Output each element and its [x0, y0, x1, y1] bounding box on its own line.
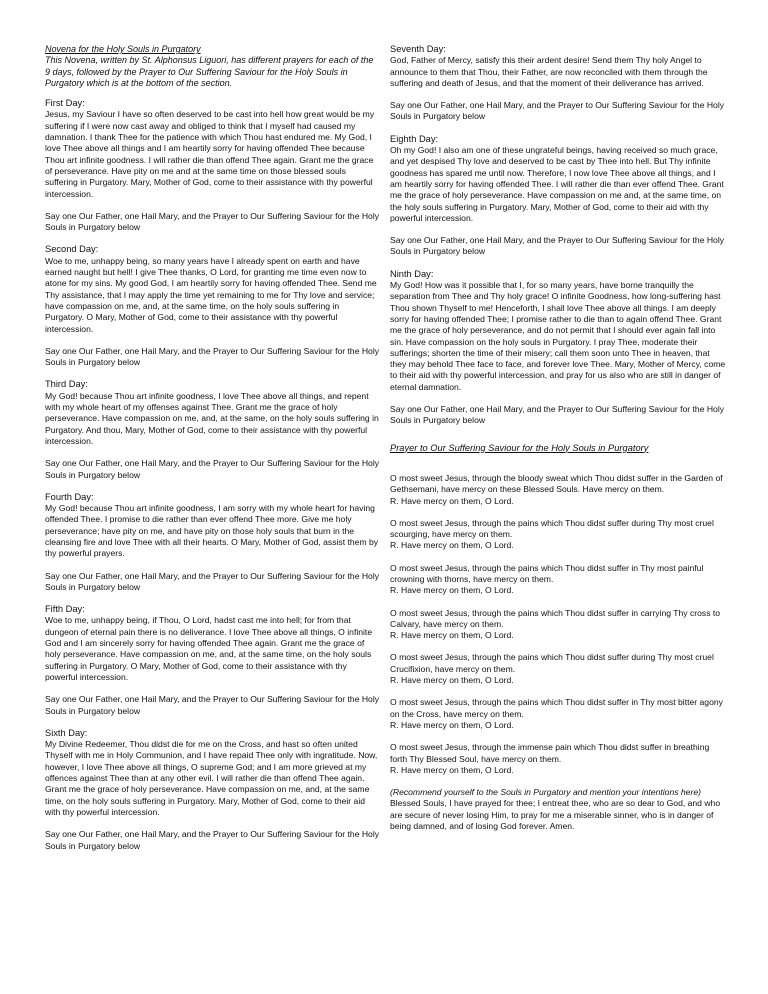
day-6-text: My Divine Redeemer, Thou didst die for me on the Cross, and hast so often united Thyself with me in Holy Communion, and I have repaid Thee only with ingratitude. Now, however, I love Thee above all things, O supreme God; and I am more grieved at my offences against Thee than at any other evil. I will rather die than offend Thee again. Grant me the grace of holy perseverance. Have compassion on me, and, at the same time, on the holy souls suffering in Purgatory. Mary, Mother of God, come to their aid with thy powerful intercession. — [45, 739, 378, 817]
closing-prayer — [390, 787, 726, 832]
invocation-7 — [390, 742, 726, 776]
day-2-heading: Second Day: — [45, 244, 99, 255]
day-9-text: My God! How was it possible that I, for so many years, have borne tranquilly the separation from Thee and Thy holy grace! O infinite Goodness, how long-suffering hast Thou shown Thyself to me! Henceforth, I shall love Thee above all things. I am deeply sorry for having offended Thee; I promise rather to die than to again offend Thee. Grant me the grace of holy perseverance, and do not permit that I should ever again fall into sin. Have compassion on the holy souls in Purgatory. I pray Thee, moderate their sufferings; shorten the time of their misery; call them soon unto Thee in heaven, that they may behold Thee face to face, and forever love Thee. Mary, Mother of Mercy, come to their aid with thy powerful intercession, and pray for us also who are still in danger of eternal damnation. — [390, 280, 726, 392]
invocation-text: O most sweet Jesus, through the pains which Thou didst suffer during Thy most cruel scourging, have mercy on them. — [390, 517, 714, 540]
refrain-text: Say one Our Father, one Hail Mary, and the Prayer to Our Suffering Saviour for the Holy Souls in Purgatory below — [45, 694, 380, 716]
invocation-response: R. Have mercy on them, O Lord. — [390, 719, 514, 730]
closing-note: (Recommend yourself to the Souls in Purgatory and mention your intentions here) — [390, 787, 701, 798]
invocation-text: O most sweet Jesus, through the pains which Thou didst suffer in Thy most painful crowning with thorns, have mercy on them. — [390, 562, 704, 584]
novena-intro: This Novena, written by St. Alphonsus Liguori, has different prayers for each of the 9 days, followed by the Prayer to Our Suffering Saviour for the Holy Souls in Purgatory which is at the bottom of the section. — [45, 55, 374, 88]
novena-title: Novena for the Holy Souls in Purgatory — [45, 44, 201, 54]
invocation-response: R. Have mercy on them, O Lord. — [390, 585, 514, 596]
day-7-text: God, Father of Mercy, satisfy this their ardent desire! Send them Thy holy Angel to announce to them that Thou, their Father, are now reconciled with them through the suffering and death of Jesus, and that the moment of their deliverance has arrived. — [390, 55, 708, 88]
day-8-heading: Eighth Day: — [390, 133, 439, 144]
day-6-heading: Sixth Day: — [45, 727, 88, 738]
invocation-response: R. Have mercy on them, O Lord. — [390, 540, 514, 551]
invocation-5 — [390, 652, 726, 686]
invocation-6 — [390, 697, 726, 731]
day-3-heading: Third Day: — [45, 379, 88, 390]
day-5-heading: Fifth Day: — [45, 604, 85, 615]
invocation-text: O most sweet Jesus, through the pains which Thou didst suffer during Thy most cruel Crucifixion, have mercy on them. — [390, 652, 714, 674]
right-column — [390, 44, 726, 832]
refrain-text: Say one Our Father, one Hail Mary, and the Prayer to Our Suffering Saviour for the Holy Souls in Purgatory below — [45, 570, 380, 592]
day-7-heading: Seventh Day: — [390, 44, 446, 54]
day-9-heading: Ninth Day: — [390, 268, 434, 279]
refrain-text: Say one Our Father, one Hail Mary, and the Prayer to Our Suffering Saviour for the Holy Souls in Purgatory below — [45, 458, 380, 480]
day-4-text: My God! because Thou art infinite goodness, I am sorry with my whole heart for having offended Thee. I promise to die rather than ever offend Thee more. Give me holy perseverance; have pity on me, and have pity on those holy souls that burn in the cleansing fire and love Thee with all their hearts. O Mary, Mother of God, assist them by thy powerful prayers. — [45, 503, 379, 559]
left-column — [45, 44, 380, 863]
invocation-text: O most sweet Jesus, through the pains which Thou didst suffer in carrying Thy cross to Calvary, have mercy on them. — [390, 607, 721, 629]
closing-text: Blessed Souls, I have prayed for thee; I entreat thee, who are so dear to God, and who are secure of never losing Him, to pray for me a miserable sinner, who is in danger of being damned, and of losing God forever. Amen. — [390, 798, 721, 832]
refrain-text: Say one Our Father, one Hail Mary, and the Prayer to Our Suffering Saviour for the Holy Souls in Purgatory below — [45, 210, 380, 233]
day-3-text: My God! because Thou art infinite goodness, I love Thee above all things, and repent with my whole heart of my offenses against Thee. Grant me the grace of holy perseverance. Have compassion on me, and, at the same, on the holy souls suffering in Purgatory. And thou, Mary, Mother of God, come to their assistance with thy powerful intercession. — [45, 390, 379, 446]
invocation-response: R. Have mercy on them, O Lord. — [390, 675, 514, 686]
prayer-title: Prayer to Our Suffering Saviour for the Holy Souls in Purgatory — [390, 442, 649, 453]
day-2-text: Woe to me, unhappy being, so many years have I already spent on earth and have earned naught but hell! I give Thee thanks, O Lord, for granting me time even now to atone for my sins. My good God, I am heartily sorry for having offended Thee. Send me Thy assistance, that I may apply the time yet remaining to me for Thy love and service; have compassion on me, and, at the same time, on the holy souls suffering in Purgatory. O Mary, Mother of God, come to their assistance with thy powerful intercession. — [45, 255, 377, 334]
refrain-text: Say one Our Father, one Hail Mary, and the Prayer to Our Suffering Saviour for the Holy Souls in Purgatory below — [390, 404, 725, 426]
invocation-2 — [390, 518, 726, 552]
day-8-text: Oh my God! I also am one of these ungrateful beings, having received so much grace, and yet despised Thy love and deserved to be cast by Thee into hell. But Thy infinite goodness has spared me until now. Therefore, I now love Thee above all things, and I am heartily sorry for having offended Thee. I will rather die than ever offend Thee. Grant me the grace of holy perseverance. Have compassion on me and, at the same time, on the holy souls suffering in Purgatory. Mary, Mother of God, come to their aid with thy powerful intercession. — [390, 145, 724, 223]
invocation-text: O most sweet Jesus, through the pains which Thou didst suffer in Thy most bitter agony on the Cross, have mercy on them. — [390, 697, 723, 719]
day-4-heading: Fourth Day: — [45, 491, 94, 502]
invocation-3 — [390, 563, 726, 597]
day-1-text: Jesus, my Saviour I have so often deserved to be cast into hell how great would be my suffering if I were now cast away and obliged to think that I myself had caused my damnation. I thank Thee for the patience with which Thou hast endured me. My God, I love Thee above all things and I am heartily sorry for having offended Thee because Thou art infinite goodness. I will rather die than offend Thee again. Grant me the grace of perseverance. Have pity on me and at the same time on those blessed souls suffering in Purgatory. Mary, Mother of God, come to their assistance with thy powerful intercession. — [45, 109, 375, 199]
invocation-text: O most sweet Jesus, through the immense pain which Thou didst suffer in breathing forth Thy Blessed Soul, have mercy on them. — [390, 742, 710, 764]
refrain-text: Say one Our Father, one Hail Mary, and the Prayer to Our Suffering Saviour for the Holy Souls in Purgatory below — [45, 345, 380, 368]
invocation-1 — [390, 473, 726, 507]
invocation-text: O most sweet Jesus, through the bloody sweat which Thou didst suffer in the Garden of Gethsemani, have mercy on these Blessed Souls. Have mercy on them. — [390, 472, 723, 495]
invocation-response: R. Have mercy on them, O Lord. — [390, 764, 514, 775]
refrain-text: Say one Our Father, one Hail Mary, and the Prayer to Our Suffering Saviour for the Holy Souls in Purgatory below — [390, 235, 725, 257]
invocation-response: R. Have mercy on them, O Lord. — [390, 630, 514, 641]
refrain-text: Say one Our Father, one Hail Mary, and the Prayer to Our Suffering Saviour for the Holy Souls in Purgatory below — [45, 829, 380, 851]
refrain-text: Say one Our Father, one Hail Mary, and the Prayer to Our Suffering Saviour for the Holy Souls in Purgatory below — [390, 100, 725, 122]
day-5-text: Woe to me, unhappy being, if Thou, O Lord, hadst cast me into hell; for from that dungeon of eternal pain there is no deliverance. I love Thee above all things, O infinite God and I am sincerely sorry for having offended Thee again. Grant me the grace of holy perseverance. Have compassion on me, and, at the same time, on the holy souls suffering in Purgatory. O Mary, Mother of God, come to their assistance with thy powerful intercession. — [45, 615, 373, 682]
invocation-response: R. Have mercy on them, O Lord. — [390, 495, 514, 506]
day-1-heading: First Day: — [45, 98, 85, 109]
invocation-4 — [390, 608, 726, 642]
